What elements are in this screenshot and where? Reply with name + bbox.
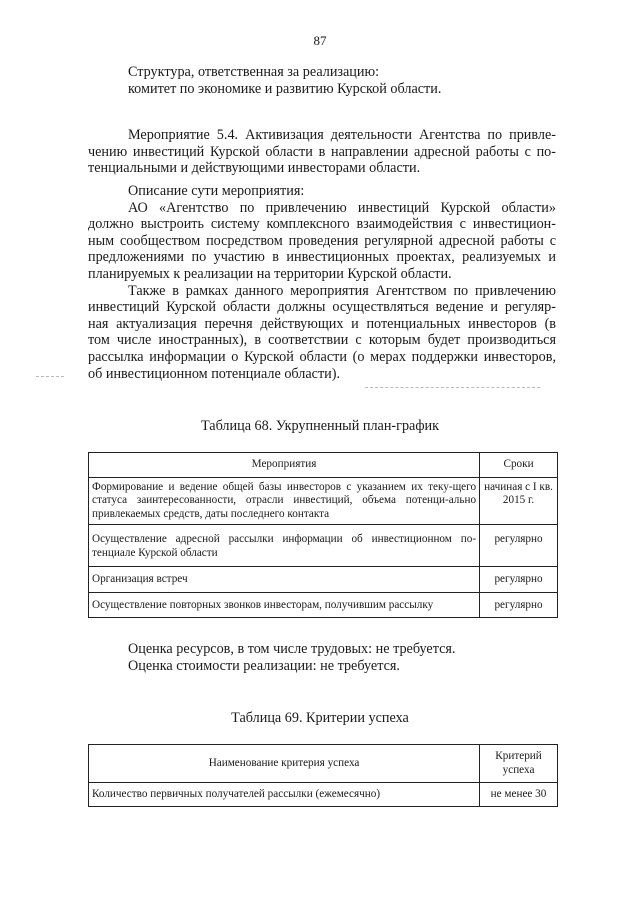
description-line: инвестиций Курской области должны осуществляться ведение и регуляр-: [88, 299, 556, 316]
activity-cell: Осуществление повторных звонков инвесторам, получившим рассылку: [89, 592, 480, 618]
description-line: планируемых к реализации на территории Курской области.: [88, 265, 452, 282]
responsible-heading: Структура, ответственная за реализацию:: [128, 64, 380, 80]
table-row: [89, 783, 558, 807]
column-header-activities: Мероприятия: [89, 453, 480, 478]
description-line: ным сообществом посредством проведения регулярной адресной работы с: [88, 232, 556, 249]
table-row: [89, 477, 558, 525]
success-criteria-table: [88, 744, 558, 807]
term-cell: начиная с I кв. 2015 г.: [480, 477, 558, 525]
column-header-criterion: Наименование критерия успеха: [89, 745, 480, 783]
description-line: Также в рамках данного мероприятия Агентством по привлечению: [128, 282, 556, 299]
responsible-section: [88, 64, 556, 97]
term-cell: регулярно: [480, 525, 558, 567]
table-header-row: [89, 453, 558, 478]
activity-cell: Организация встреч: [89, 567, 480, 593]
description-section: [88, 183, 556, 382]
term-cell: регулярно: [480, 567, 558, 593]
term-cell: регулярно: [480, 592, 558, 618]
responsible-body: комитет по экономике и развитию Курской области.: [128, 80, 442, 97]
table-row: [89, 567, 558, 593]
activity-cell: Осуществление адресной рассылки информации об инвестиционном по-тенциале Курской области: [89, 525, 480, 567]
description-heading: Описание сути мероприятия:: [128, 183, 305, 199]
scan-mark: [365, 387, 540, 388]
table-header-row: [89, 745, 558, 783]
criterion-value-cell: не менее 30: [480, 783, 558, 807]
cost-assessment: Оценка стоимости реализации: не требуется.: [128, 657, 400, 674]
activity-cell: Формирование и ведение общей базы инвесторов с указанием их теку-щего статуса заинтересованности, отрасли инвестиций, объема потенци-ально привлекаемых средств, даты последнего контакта: [89, 477, 480, 525]
measure-title: [88, 127, 556, 177]
table-row: [89, 525, 558, 567]
column-header-criterion-value: Критерий успеха: [480, 745, 558, 783]
measure-line: тенциальными и действующими инвесторами области.: [88, 160, 421, 177]
description-line: ная актуализация перечня действующих и потенциальных инвесторов (в: [88, 315, 556, 332]
column-header-terms: Сроки: [480, 453, 558, 478]
table-row: [89, 592, 558, 618]
scan-mark: [36, 376, 64, 377]
description-line: АО «Агентство по привлечению инвестиций Курской области»: [128, 199, 556, 216]
page-number: 87: [313, 33, 327, 48]
description-line: том числе иностранных), в соответствии с которым будет производиться: [88, 332, 556, 349]
measure-line: Мероприятие 5.4. Активизация деятельности Агентства по привле-: [128, 127, 556, 143]
measure-line: чению инвестиций Курской области в направлении адресной работы с по-: [88, 143, 556, 160]
criterion-cell: Количество первичных получателей рассылки (ежемесячно): [89, 783, 480, 807]
table68-caption: Таблица 68. Укрупненный план-график: [200, 418, 440, 434]
table69-caption: Таблица 69. Критерии успеха: [231, 710, 409, 726]
resources-assessment: Оценка ресурсов, в том числе трудовых: не требуется.: [128, 641, 456, 657]
description-line: рассылка информации о Курской области (о мерах поддержки инвесторов,: [88, 348, 556, 365]
assessment-section: [88, 641, 556, 674]
description-line: должно выстроить систему комплексного взаимодействия с инвестицион-: [88, 216, 556, 233]
description-line: об инвестиционном потенциале области).: [88, 365, 341, 382]
description-line: предложениями по участию в инвестиционных проектах, реализуемых и: [88, 249, 556, 266]
schedule-table: [88, 452, 558, 618]
